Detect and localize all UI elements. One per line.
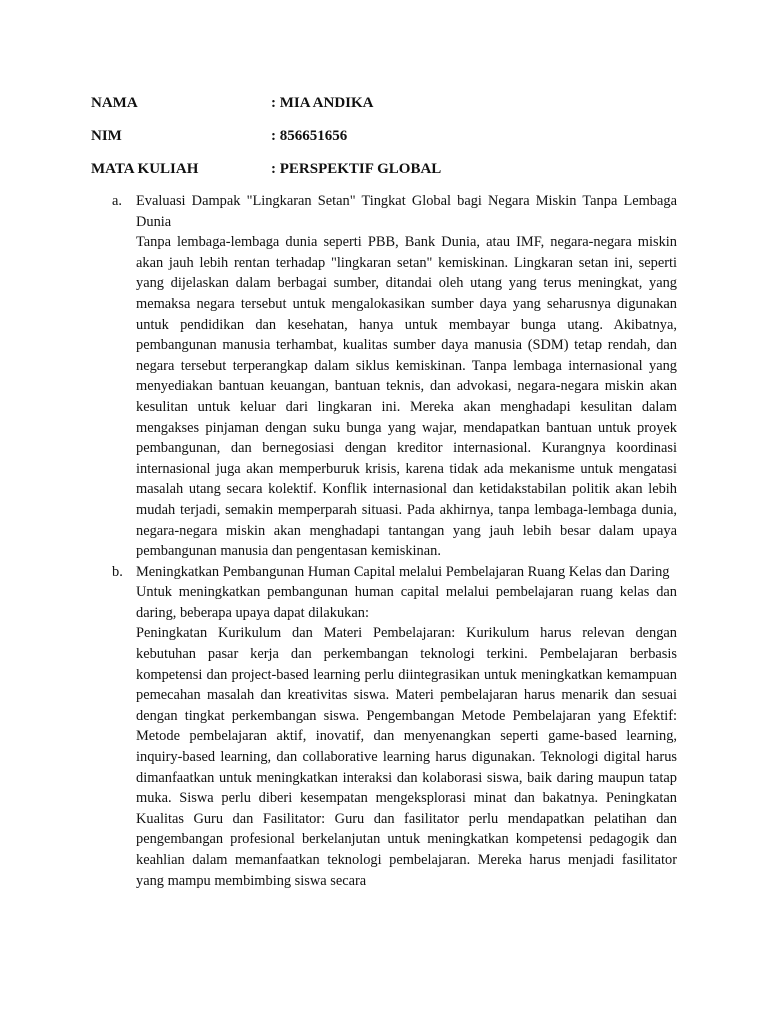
section-paragraph: Peningkatan Kurikulum dan Materi Pembelajaran: Kurikulum harus relevan dengan kebutuhan pasar kerja dan perkembangan teknologi terkini. Pembelajaran berbasis kompetensi dan project-based learning perlu diintegrasikan untuk meningkatkan kemampuan pemecahan masalah dan kreativitas siswa. Materi pembelajaran harus menarik dan sesuai dengan tingkat perkembangan siswa. Pengembangan Metode Pembelajaran yang Efektif: Metode pembelajaran aktif, inovatif, dan menyenangkan seperti game-based learning, inquiry-based learning, dan collaborative learning harus digunakan. Teknologi digital harus dimanfaatkan untuk meningkatkan interaksi dan kolaborasi siswa, baik daring maupun tatap muka. Siswa perlu diberi kesempatan mengeksplorasi minat dan bakatnya. Peningkatan Kualitas Guru dan Fasilitator: Guru dan fasilitator perlu mendapatkan pelatihan dan pengembangan profesional berkelanjutan untuk meningkatkan kompetensi pedagogik dan keahlian dalam memanfaatkan teknologi pembelajaran. Mereka harus menjadi fasilitator yang mampu membimbing siswa secara xyxy=(136,625,677,889)
list-item-a xyxy=(112,191,677,562)
list-marker: b. xyxy=(112,563,123,580)
course-row xyxy=(91,159,691,192)
student-info-header xyxy=(91,93,691,192)
section-paragraph: Untuk meningkatkan pembangunan human capital melalui pembelajaran ruang kelas dan daring, beberapa upaya dapat dilakukan: xyxy=(136,584,677,621)
name-value: : MIA ANDIKA xyxy=(271,95,374,111)
nim-label: NIM xyxy=(91,128,122,144)
list-item-b xyxy=(112,562,677,892)
nim-value: : 856651656 xyxy=(271,128,348,144)
course-value: : PERSPEKTIF GLOBAL xyxy=(271,161,442,177)
list-marker: a. xyxy=(112,193,122,209)
name-row xyxy=(91,93,691,126)
section-title: Evaluasi Dampak "Lingkaran Setan" Tingkat Global bagi Negara Miskin Tanpa Lembaga Dunia xyxy=(136,193,677,230)
name-label: NAMA xyxy=(91,95,138,111)
nim-row xyxy=(91,126,691,159)
section-paragraph: Tanpa lembaga-lembaga dunia seperti PBB, Bank Dunia, atau IMF, negara-negara miskin akan jauh lebih rentan terhadap "lingkaran setan" kemiskinan. Lingkaran setan ini, seperti yang dijelaskan dalam berbagai sumber, ditandai oleh utang yang terus meningkat, yang memaksa negara tersebut untuk mengalokasikan sumber daya yang seharusnya digunakan untuk pendidikan dan kesehatan, hanya untuk membayar bunga utang. Akibatnya, pembangunan manusia terhambat, kualitas sumber daya manusia (SDM) tetap rendah, dan negara tersebut terperangkap dalam siklus kemiskinan. Tanpa lembaga internasional yang menyediakan bantuan keuangan, bantuan teknis, dan advokasi, negara-negara miskin akan kesulitan untuk keluar dari lingkaran ini. Mereka akan menghadapi kesulitan dalam mengakses pinjaman dengan suku bunga yang wajar, mendapatkan bantuan untuk proyek pembangunan, dan bernegosiasi dengan kreditor internasional. Kurangnya koordinasi internasional juga akan memperburuk krisis, karena tidak ada mekanisme untuk mengatasi masalah utang secara kolektif. Konflik internasional dan ketidakstabilan politik akan lebih mudah terjadi, semakin memperparah situasi. Pada akhirnya, tanpa lembaga-lembaga dunia, negara-negara miskin akan menghadapi tantangan yang jauh lebih besar dalam upaya pembangunan manusia dan pengentasan kemiskinan. xyxy=(136,234,677,560)
answer-list xyxy=(112,191,677,891)
course-label: MATA KULIAH xyxy=(91,161,199,177)
section-title: Meningkatkan Pembangunan Human Capital melalui Pembelajaran Ruang Kelas dan Daring xyxy=(136,563,670,580)
